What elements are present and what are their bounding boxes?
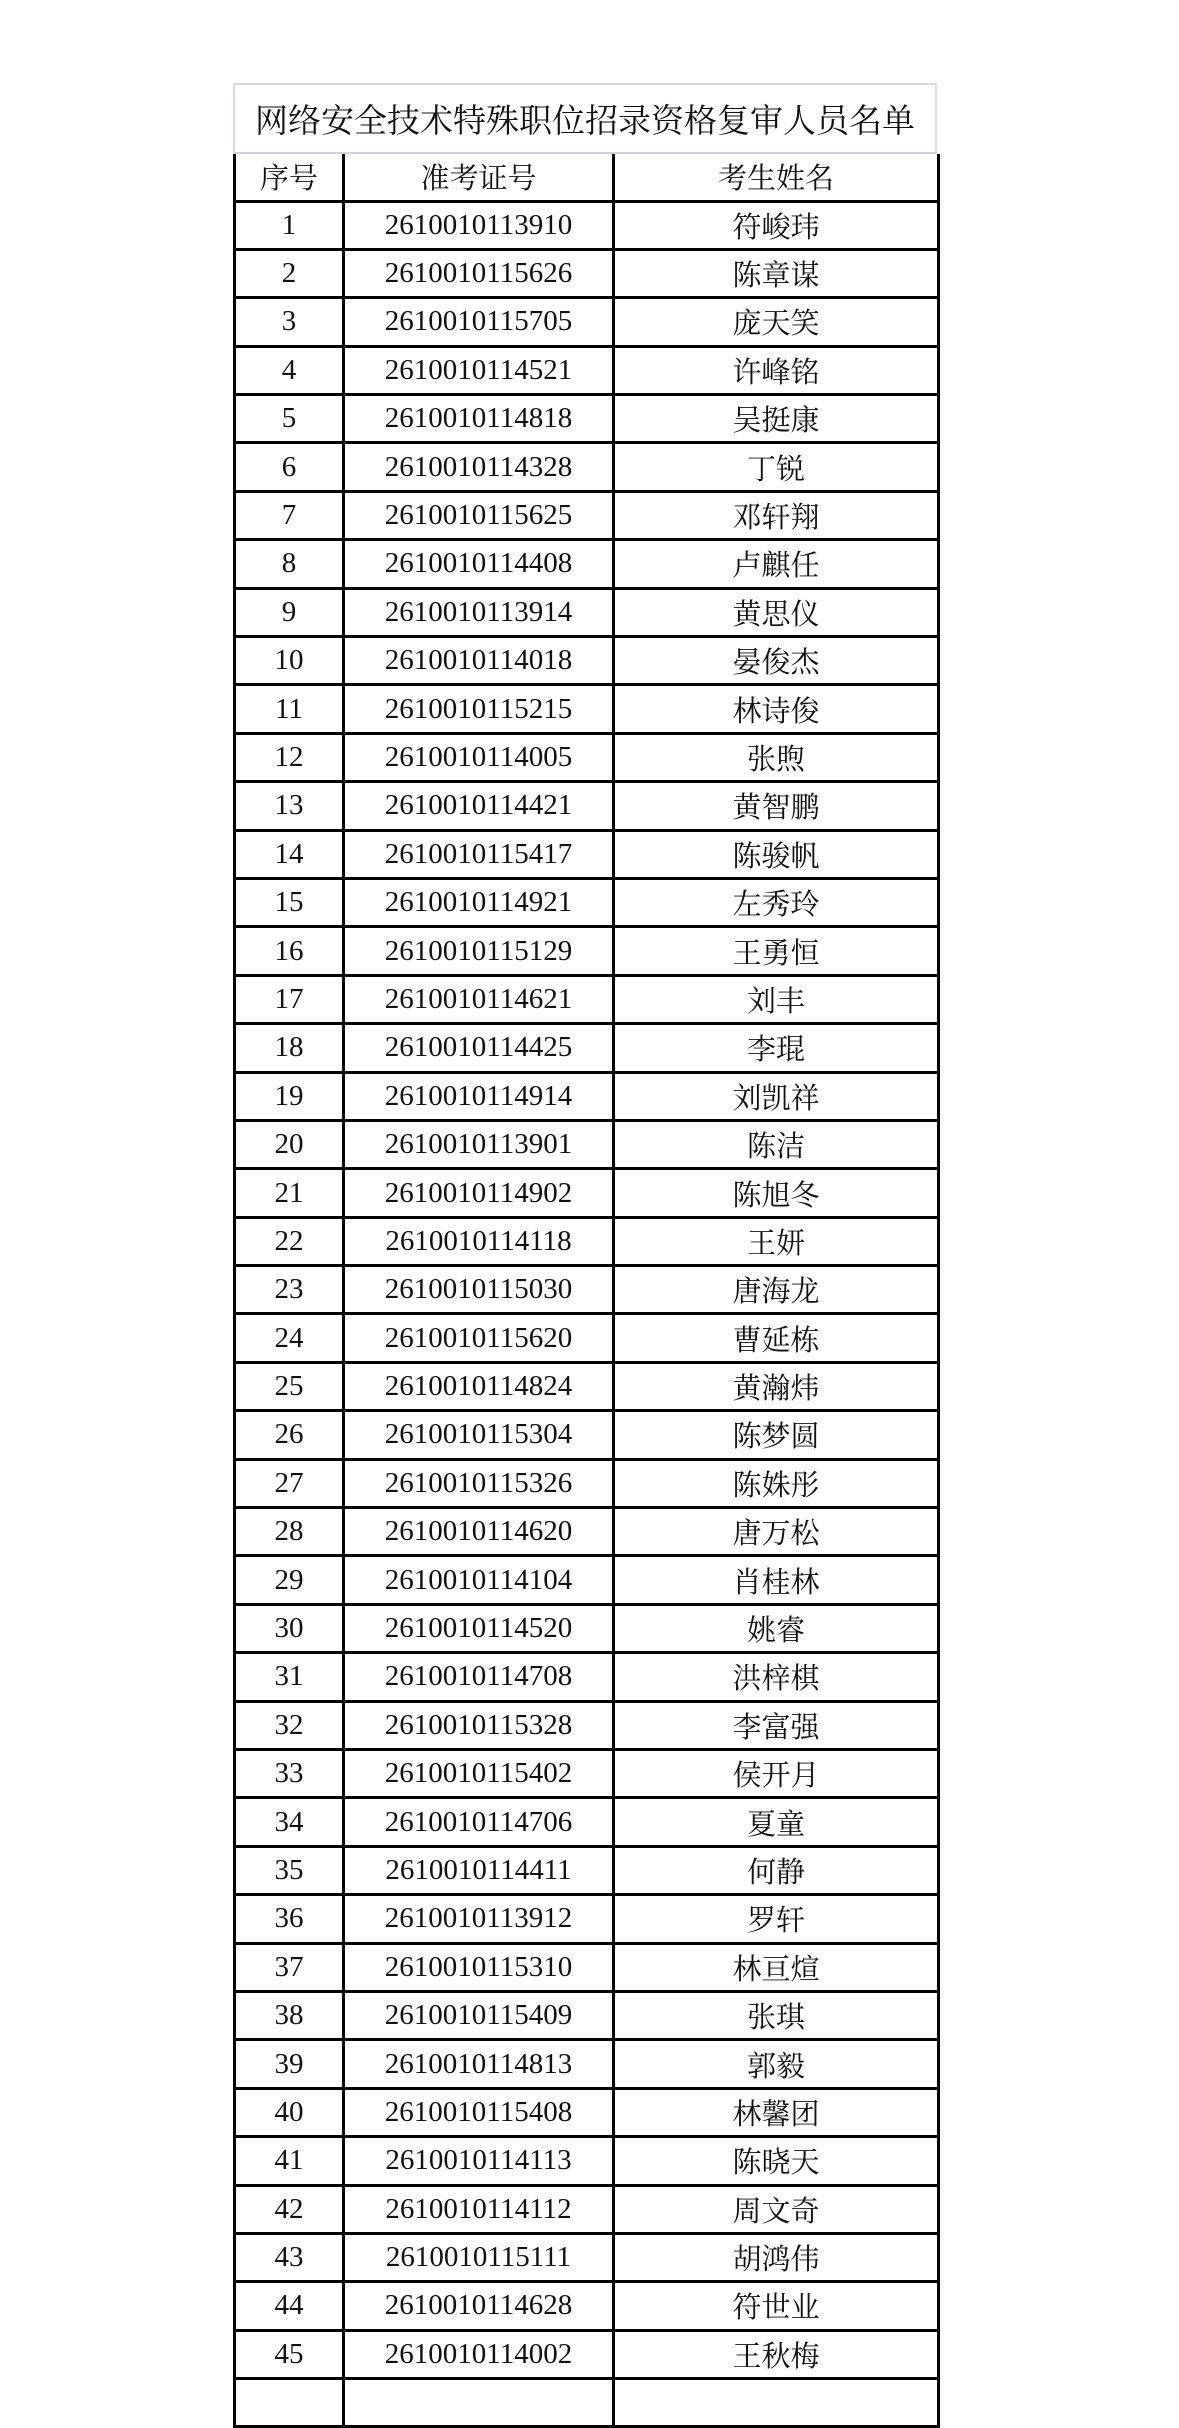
exam-id-cell: 2610010114706 <box>344 1798 614 1846</box>
exam-id-cell: 2610010113914 <box>344 588 614 636</box>
row-number: 24 <box>235 1314 344 1362</box>
candidate-name-cell: 罗轩 <box>614 1895 939 1943</box>
row-number: 13 <box>235 782 344 830</box>
table-row-cutoff <box>235 2379 939 2427</box>
exam-id-cell: 2610010114002 <box>344 2330 614 2378</box>
exam-id-cell: 2610010115215 <box>344 685 614 733</box>
table-row <box>235 1362 939 1410</box>
candidate-name-cell: 卢麒任 <box>614 540 939 588</box>
exam-id-cell: 2610010114520 <box>344 1604 614 1652</box>
exam-id-cell: 2610010114818 <box>344 395 614 443</box>
column-header-name: 考生姓名 <box>614 154 939 201</box>
empty-cell <box>235 2379 344 2427</box>
exam-id-cell: 2610010115408 <box>344 2088 614 2136</box>
candidate-name-cell: 陈姝彤 <box>614 1459 939 1507</box>
row-number: 41 <box>235 2137 344 2185</box>
row-number: 37 <box>235 1943 344 1991</box>
exam-id-cell: 2610010115620 <box>344 1314 614 1362</box>
candidate-name-cell: 许峰铭 <box>614 346 939 394</box>
row-number: 39 <box>235 2040 344 2088</box>
candidate-name-cell: 林馨团 <box>614 2088 939 2136</box>
table-row <box>235 1169 939 1217</box>
table-row <box>235 1120 939 1168</box>
candidate-name-cell: 刘丰 <box>614 975 939 1023</box>
candidate-name-cell: 王秋梅 <box>614 2330 939 2378</box>
row-number: 38 <box>235 1991 344 2039</box>
candidate-name-cell: 胡鸿伟 <box>614 2233 939 2281</box>
candidate-name-cell: 王妍 <box>614 1217 939 1265</box>
table-row <box>235 1895 939 1943</box>
row-number: 44 <box>235 2282 344 2330</box>
exam-id-cell: 2610010113912 <box>344 1895 614 1943</box>
row-number: 8 <box>235 540 344 588</box>
table-row <box>235 975 939 1023</box>
table-row <box>235 1991 939 2039</box>
table-row <box>235 927 939 975</box>
exam-id-cell: 2610010114328 <box>344 443 614 491</box>
row-number: 6 <box>235 443 344 491</box>
column-header-exam-id: 准考证号 <box>344 154 614 201</box>
exam-id-cell: 2610010114018 <box>344 637 614 685</box>
document-sheet <box>233 83 937 2428</box>
table-row <box>235 1266 939 1314</box>
exam-id-cell: 2610010114104 <box>344 1556 614 1604</box>
exam-id-cell: 2610010114425 <box>344 1024 614 1072</box>
candidate-name-cell: 唐海龙 <box>614 1266 939 1314</box>
table-row <box>235 1750 939 1798</box>
row-number: 45 <box>235 2330 344 2378</box>
row-number: 27 <box>235 1459 344 1507</box>
table-row <box>235 1556 939 1604</box>
table-row <box>235 443 939 491</box>
candidate-name-cell: 李富强 <box>614 1701 939 1749</box>
candidate-name-cell: 王勇恒 <box>614 927 939 975</box>
row-number: 22 <box>235 1217 344 1265</box>
exam-id-cell: 2610010114621 <box>344 975 614 1023</box>
row-number: 35 <box>235 1846 344 1894</box>
candidate-name-cell: 符峻玮 <box>614 201 939 249</box>
table-row <box>235 1459 939 1507</box>
table-row <box>235 2233 939 2281</box>
exam-id-cell: 2610010114118 <box>344 1217 614 1265</box>
row-number: 15 <box>235 878 344 926</box>
exam-id-cell: 2610010113901 <box>344 1120 614 1168</box>
candidate-name-cell: 吴挺康 <box>614 395 939 443</box>
exam-id-cell: 2610010114902 <box>344 1169 614 1217</box>
table-row <box>235 782 939 830</box>
row-number: 10 <box>235 637 344 685</box>
candidate-name-cell: 姚睿 <box>614 1604 939 1652</box>
candidate-table <box>233 154 940 2428</box>
exam-id-cell: 2610010114824 <box>344 1362 614 1410</box>
candidate-name-cell: 肖桂林 <box>614 1556 939 1604</box>
table-row <box>235 201 939 249</box>
row-number: 31 <box>235 1653 344 1701</box>
table-body <box>235 201 939 2427</box>
row-number: 40 <box>235 2088 344 2136</box>
table-row <box>235 1604 939 1652</box>
candidate-name-cell: 林亘煊 <box>614 1943 939 1991</box>
candidate-name-cell: 张煦 <box>614 733 939 781</box>
table-row <box>235 878 939 926</box>
exam-id-cell: 2610010115328 <box>344 1701 614 1749</box>
table-header-row <box>235 154 939 201</box>
row-number: 21 <box>235 1169 344 1217</box>
exam-id-cell: 2610010114620 <box>344 1508 614 1556</box>
table-row <box>235 491 939 539</box>
table-row <box>235 830 939 878</box>
exam-id-cell: 2610010113910 <box>344 201 614 249</box>
row-number: 3 <box>235 298 344 346</box>
row-number: 9 <box>235 588 344 636</box>
row-number: 11 <box>235 685 344 733</box>
table-row <box>235 1653 939 1701</box>
row-number: 26 <box>235 1411 344 1459</box>
row-number: 33 <box>235 1750 344 1798</box>
table-row <box>235 1943 939 1991</box>
exam-id-cell: 2610010115417 <box>344 830 614 878</box>
row-number: 17 <box>235 975 344 1023</box>
row-number: 5 <box>235 395 344 443</box>
row-number: 4 <box>235 346 344 394</box>
table-row <box>235 2282 939 2330</box>
candidate-name-cell: 左秀玲 <box>614 878 939 926</box>
candidate-name-cell: 何静 <box>614 1846 939 1894</box>
row-number: 30 <box>235 1604 344 1652</box>
table-row <box>235 298 939 346</box>
table-row <box>235 540 939 588</box>
table-row <box>235 2088 939 2136</box>
table-row <box>235 1217 939 1265</box>
row-number: 1 <box>235 201 344 249</box>
exam-id-cell: 2610010114708 <box>344 1653 614 1701</box>
candidate-name-cell: 周文奇 <box>614 2185 939 2233</box>
row-number: 2 <box>235 249 344 297</box>
table-row <box>235 1024 939 1072</box>
exam-id-cell: 2610010114628 <box>344 2282 614 2330</box>
exam-id-cell: 2610010115409 <box>344 1991 614 2039</box>
column-header-no: 序号 <box>235 154 344 201</box>
candidate-name-cell: 丁锐 <box>614 443 939 491</box>
exam-id-cell: 2610010115625 <box>344 491 614 539</box>
row-number: 12 <box>235 733 344 781</box>
document-title: 网络安全技术特殊职位招录资格复审人员名单 <box>233 83 937 154</box>
table-row <box>235 2330 939 2378</box>
candidate-name-cell: 黄瀚炜 <box>614 1362 939 1410</box>
exam-id-cell: 2610010115111 <box>344 2233 614 2281</box>
empty-cell <box>344 2379 614 2427</box>
row-number: 32 <box>235 1701 344 1749</box>
exam-id-cell: 2610010115402 <box>344 1750 614 1798</box>
table-row <box>235 1846 939 1894</box>
candidate-name-cell: 黄智鹏 <box>614 782 939 830</box>
exam-id-cell: 2610010114914 <box>344 1072 614 1120</box>
candidate-name-cell: 陈晓天 <box>614 2137 939 2185</box>
table-row <box>235 1072 939 1120</box>
empty-cell <box>614 2379 939 2427</box>
exam-id-cell: 2610010114521 <box>344 346 614 394</box>
candidate-name-cell: 张琪 <box>614 1991 939 2039</box>
table-row <box>235 1701 939 1749</box>
row-number: 34 <box>235 1798 344 1846</box>
exam-id-cell: 2610010114813 <box>344 2040 614 2088</box>
table-row <box>235 2137 939 2185</box>
candidate-name-cell: 黄思仪 <box>614 588 939 636</box>
candidate-name-cell: 陈章谋 <box>614 249 939 297</box>
row-number: 23 <box>235 1266 344 1314</box>
candidate-name-cell: 林诗俊 <box>614 685 939 733</box>
exam-id-cell: 2610010115326 <box>344 1459 614 1507</box>
candidate-name-cell: 邓轩翔 <box>614 491 939 539</box>
table-row <box>235 2185 939 2233</box>
table-row <box>235 733 939 781</box>
exam-id-cell: 2610010114005 <box>344 733 614 781</box>
candidate-name-cell: 唐万松 <box>614 1508 939 1556</box>
exam-id-cell: 2610010114408 <box>344 540 614 588</box>
candidate-name-cell: 夏童 <box>614 1798 939 1846</box>
table-row <box>235 346 939 394</box>
table-row <box>235 685 939 733</box>
table-row <box>235 395 939 443</box>
candidate-name-cell: 曹延栋 <box>614 1314 939 1362</box>
table-row <box>235 1508 939 1556</box>
candidate-name-cell: 陈旭冬 <box>614 1169 939 1217</box>
row-number: 36 <box>235 1895 344 1943</box>
row-number: 42 <box>235 2185 344 2233</box>
row-number: 7 <box>235 491 344 539</box>
exam-id-cell: 2610010115304 <box>344 1411 614 1459</box>
candidate-name-cell: 晏俊杰 <box>614 637 939 685</box>
exam-id-cell: 2610010114421 <box>344 782 614 830</box>
candidate-name-cell: 洪梓棋 <box>614 1653 939 1701</box>
candidate-name-cell: 陈洁 <box>614 1120 939 1168</box>
candidate-name-cell: 刘凯祥 <box>614 1072 939 1120</box>
candidate-name-cell: 陈梦圆 <box>614 1411 939 1459</box>
row-number: 19 <box>235 1072 344 1120</box>
exam-id-cell: 2610010115129 <box>344 927 614 975</box>
exam-id-cell: 2610010115626 <box>344 249 614 297</box>
candidate-name-cell: 庞天笑 <box>614 298 939 346</box>
table-row <box>235 1798 939 1846</box>
table-row <box>235 588 939 636</box>
table-row <box>235 2040 939 2088</box>
exam-id-cell: 2610010114411 <box>344 1846 614 1894</box>
table-row <box>235 637 939 685</box>
row-number: 25 <box>235 1362 344 1410</box>
exam-id-cell: 2610010115705 <box>344 298 614 346</box>
candidate-name-cell: 郭毅 <box>614 2040 939 2088</box>
exam-id-cell: 2610010114113 <box>344 2137 614 2185</box>
row-number: 28 <box>235 1508 344 1556</box>
table-row <box>235 249 939 297</box>
candidate-name-cell: 李琨 <box>614 1024 939 1072</box>
table-row <box>235 1314 939 1362</box>
exam-id-cell: 2610010115310 <box>344 1943 614 1991</box>
row-number: 20 <box>235 1120 344 1168</box>
exam-id-cell: 2610010114921 <box>344 878 614 926</box>
table-row <box>235 1411 939 1459</box>
row-number: 16 <box>235 927 344 975</box>
candidate-name-cell: 陈骏帆 <box>614 830 939 878</box>
row-number: 43 <box>235 2233 344 2281</box>
exam-id-cell: 2610010115030 <box>344 1266 614 1314</box>
row-number: 14 <box>235 830 344 878</box>
row-number: 29 <box>235 1556 344 1604</box>
candidate-name-cell: 侯开月 <box>614 1750 939 1798</box>
row-number: 18 <box>235 1024 344 1072</box>
candidate-name-cell: 符世业 <box>614 2282 939 2330</box>
exam-id-cell: 2610010114112 <box>344 2185 614 2233</box>
